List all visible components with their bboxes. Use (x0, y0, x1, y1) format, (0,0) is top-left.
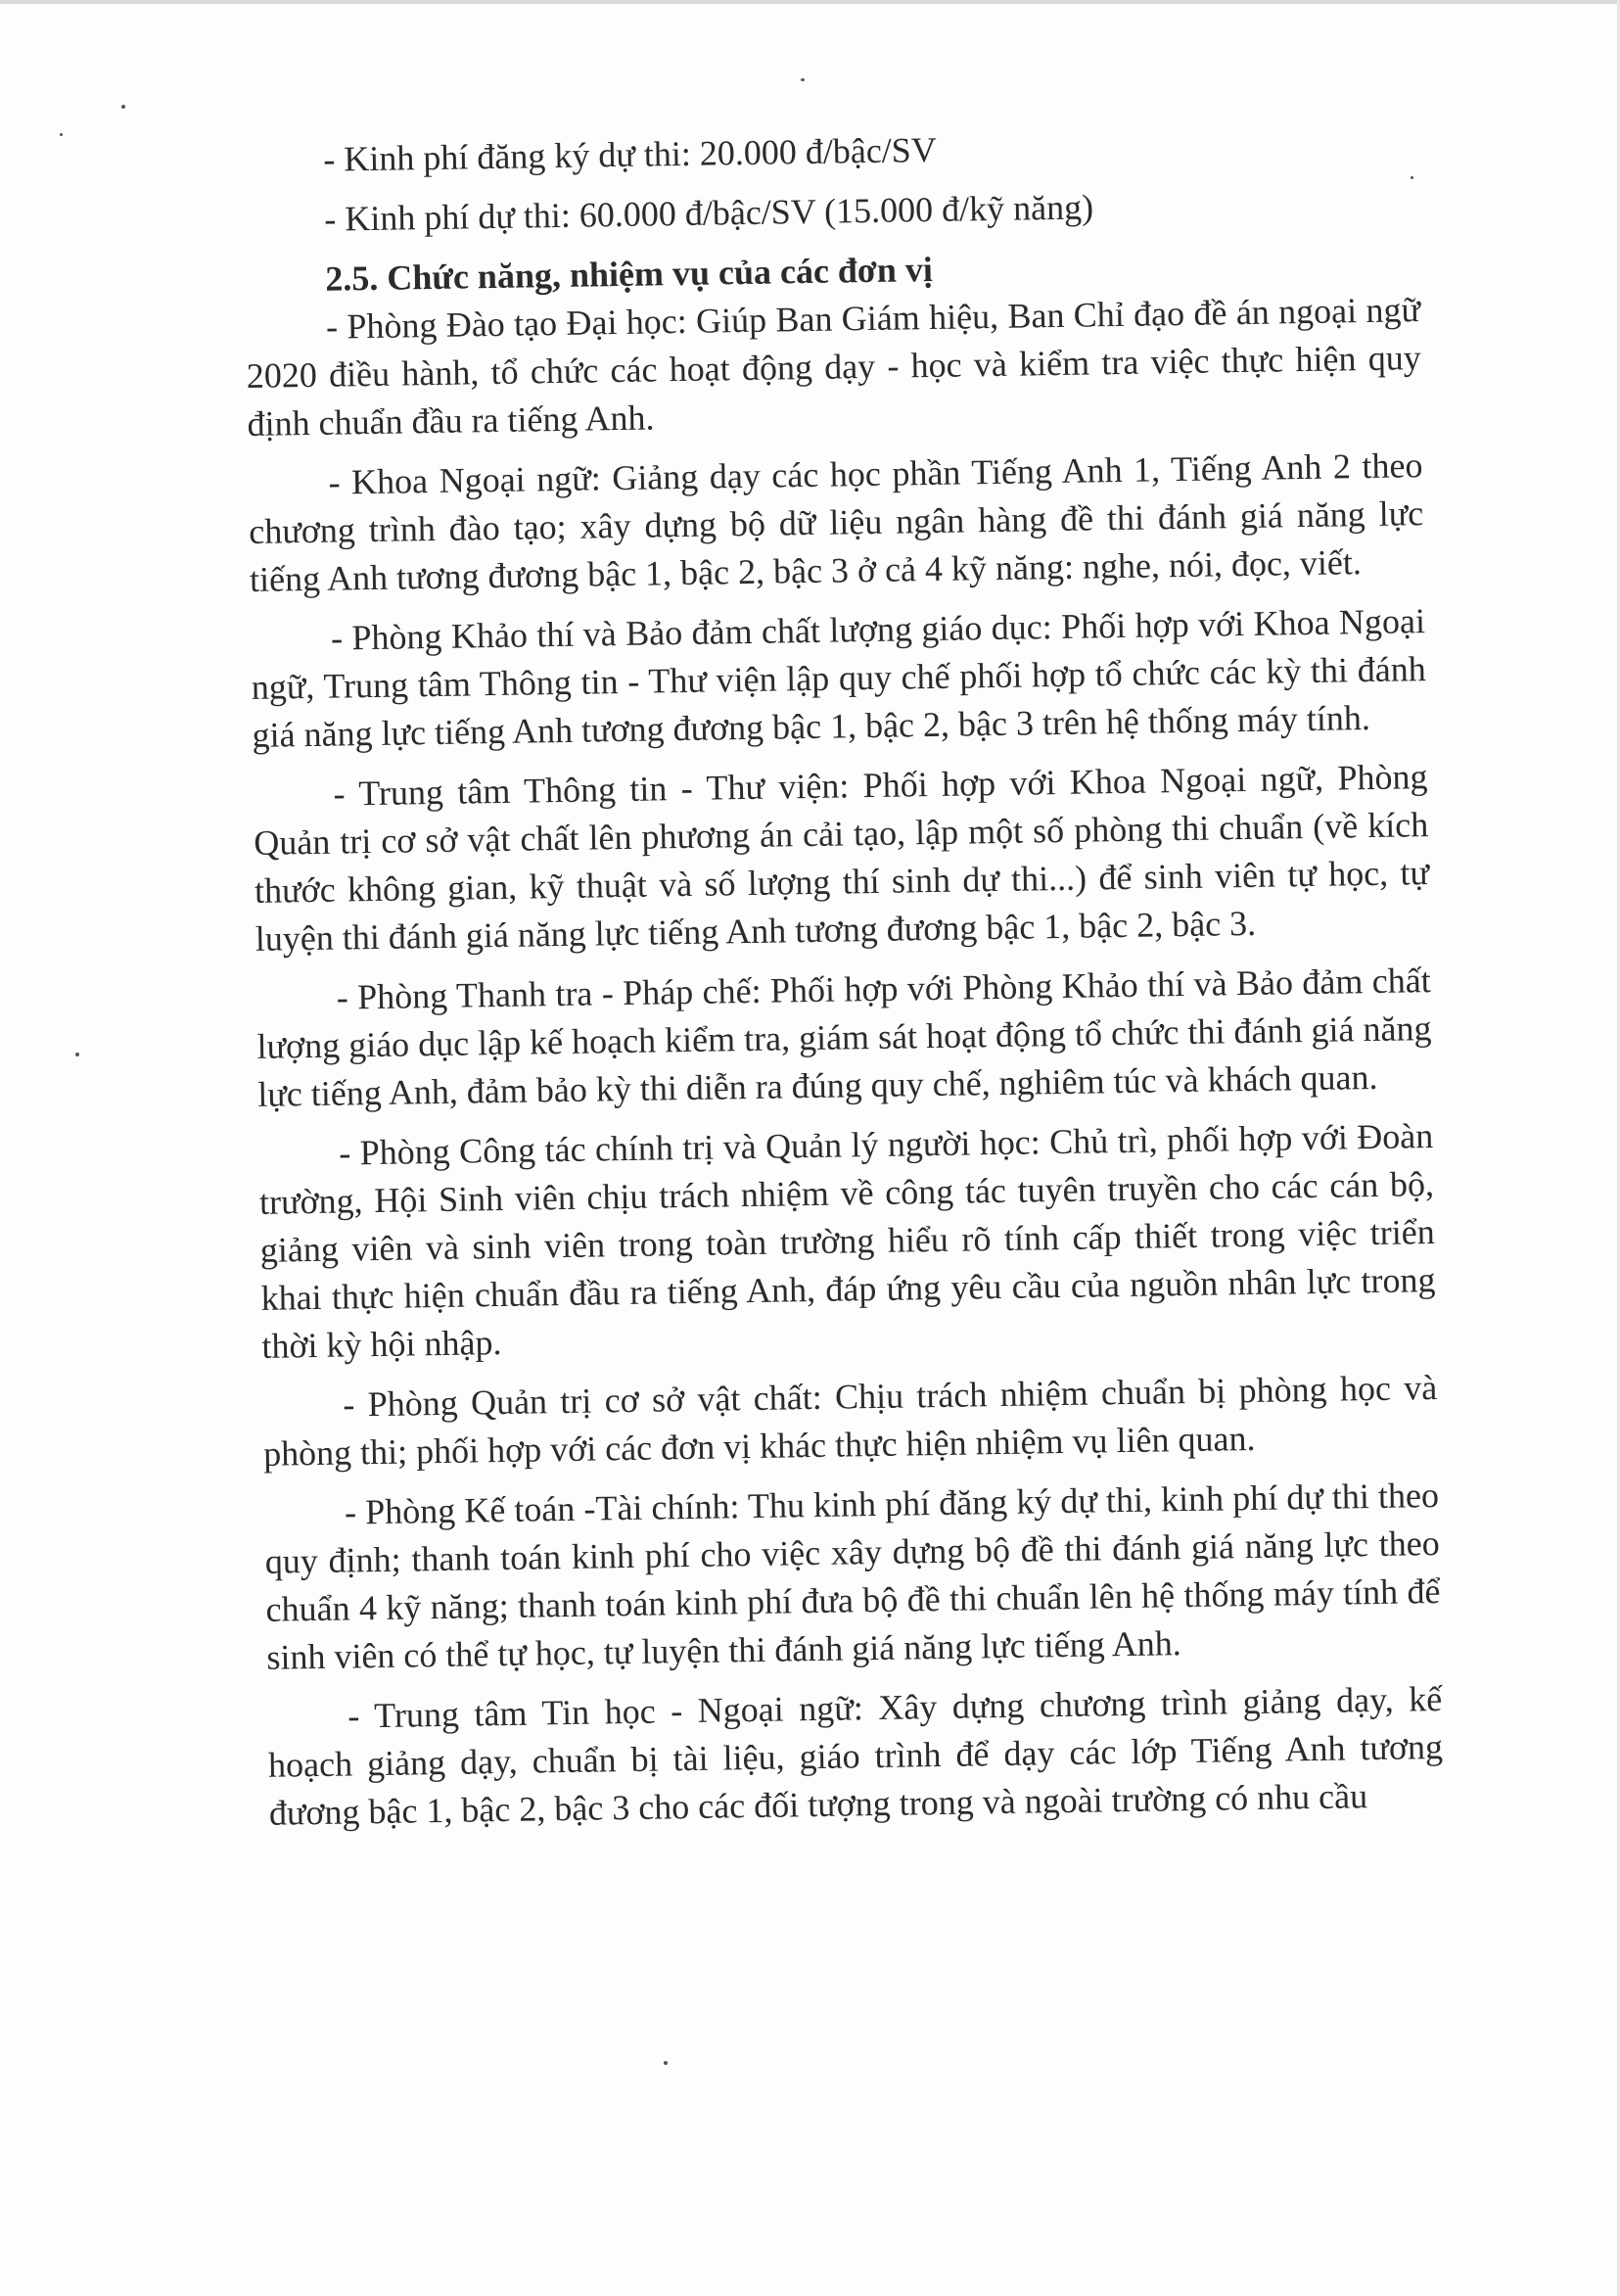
document-body (243, 118, 1444, 1838)
fee-registration: - Kinh phí đăng ký dự thi: 20.000 đ/bậc/SV (323, 129, 938, 179)
paragraph-training-office: - Phòng Đào tạo Đại học: Giúp Ban Giám hiệu, Ban Chỉ đạo đề án ngoại ngữ 2020 điều hành, tổ chức các hoạt động dạy - học và kiểm tra việc thực hiện quy định chuẩn đầu ra tiếng Anh. (246, 290, 1421, 444)
paragraph-library-center: - Trung tâm Thông tin - Thư viện: Phối hợp với Khoa Ngoại ngữ, Phòng Quản trị cơ sở vật chất lên phương án cải tạo, lập một số phòng thi chuẩn (về kích thước không gian, kỹ thuật và số lượng thí sinh dự thi...) để sinh viên tự học, tự luyện thi đánh giá năng lực tiếng Anh tương đương bậc 1, bậc 2, bậc 3. (254, 757, 1430, 959)
paragraph-testing-quality-office: - Phòng Khảo thí và Bảo đảm chất lượng giáo dục: Phối hợp với Khoa Ngoại ngữ, Trung tâm Thông tin - Thư viện lập quy chế phối hợp tổ chức các kỳ thi đánh giá năng lực tiếng Anh tương đương bậc 1, bậc 2, bậc 3 trên hệ thống máy tính. (251, 601, 1426, 755)
scan-speck (801, 78, 805, 81)
scan-speck (75, 1053, 79, 1056)
paragraph-facilities-office: - Phòng Quản trị cơ sở vật chất: Chịu trách nhiệm chuẩn bị phòng học và phòng thi; phối hợp với các đơn vị khác thực hiện nhiệm vụ liên quan. (262, 1367, 1438, 1474)
scan-speck (121, 105, 125, 109)
paragraph-finance-office: - Phòng Kế toán -Tài chính: Thu kinh phí đăng ký dự thi, kinh phí dự thi theo quy định; thanh toán kinh phí cho việc xây dựng bộ đề thi đánh giá năng lực theo chuẩn 4 kỹ năng; thanh toán kinh phí đưa bộ đề thi chuẩn lên hệ thống máy tính để sinh viên có thể tự học, tự luyện thi đánh giá năng lực tiếng Anh. (264, 1475, 1441, 1677)
paragraph-foreign-language-faculty: - Khoa Ngoại ngữ: Giảng dạy các học phần Tiếng Anh 1, Tiếng Anh 2 theo chương trình đào tạo; xây dựng bộ dữ liệu ngân hàng đề thi đánh giá năng lực tiếng Anh tương đương bậc 1, bậc 2, bậc 3 ở cả 4 kỹ năng: nghe, nói, đọc, viết. (249, 445, 1424, 599)
scan-speck (60, 133, 63, 136)
scan-edge-top (0, 0, 1620, 4)
scan-speck (664, 2061, 668, 2065)
paragraph-inspection-office: - Phòng Thanh tra - Pháp chế: Phối hợp với Phòng Khảo thí và Bảo đảm chất lượng giáo dục lập kế hoạch kiểm tra, giám sát hoạt động tổ chức thi đánh giá năng lực tiếng Anh, đảm bảo kỳ thi diễn ra đúng quy chế, nghiêm túc và khách quan. (256, 961, 1432, 1114)
paragraph-student-affairs-office: - Phòng Công tác chính trị và Quản lý người học: Chủ trì, phối hợp với Đoàn trường, Hội Sinh viên chịu trách nhiệm về công tác tuyên truyền cho các cán bộ, giảng viên và sinh viên trong toàn trường hiểu rõ tính cấp thiết trong việc triển khai thực hiện chuẩn đầu ra tiếng Anh, đáp ứng yêu cầu của nguồn nhân lực trong thời kỳ hội nhập. (258, 1116, 1436, 1366)
section-heading: 2.5. Chức năng, nhiệm vụ của các đơn vị (324, 249, 934, 299)
paragraph-it-language-center: - Trung tâm Tin học - Ngoại ngữ: Xây dựng chương trình giảng dạy, kế hoạch giảng dạy, chuẩn bị tài liệu, giáo trình để dạy các lớp Tiếng Anh tương đương bậc 1, bậc 2, bậc 3 cho các đối tượng trong và ngoài trường có nhu cầu (267, 1678, 1444, 1833)
fee-exam: - Kinh phí dự thi: 60.000 đ/bậc/SV (15.000 đ/kỹ năng) (324, 187, 1094, 239)
